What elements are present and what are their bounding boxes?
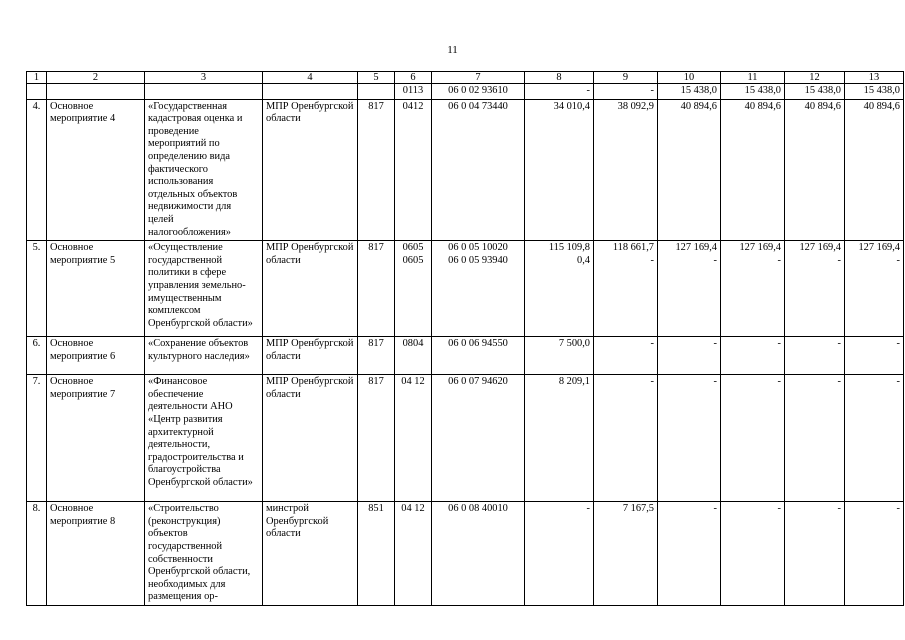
rzpr-cell [395,337,432,375]
cell-value: 06 0 06 94550 [448,338,508,350]
cell-value: - [777,376,781,388]
cell-value: - [650,85,654,96]
column-number: 5 [358,72,395,84]
row-number-cell [27,84,47,100]
grbs-cell [358,84,395,100]
amount-cell [658,241,721,337]
amount-cell [721,337,785,375]
cell-value: - [837,254,841,266]
amount-cell [721,241,785,337]
cell-value: 127 169,4 [675,242,717,254]
csr-cell [432,375,525,502]
rzpr-cell [395,375,432,502]
cell-value: 06 0 08 40010 [448,503,508,515]
cell-value: 127 169,4 [799,242,841,254]
amount-cell [721,84,785,100]
cell-value: 04 12 [401,376,425,388]
amount-cell [845,84,904,100]
row-number-cell: 4. [27,99,47,241]
amount-cell [721,99,785,241]
cell-value: 7 167,5 [622,503,654,515]
column-number: 12 [785,72,845,84]
amount-cell [845,337,904,375]
measure-cell: Основное мероприятие 7 [47,375,145,502]
name-cell: «Осуществление государственной политики в сфере управления земельно-имущественным комплексом Оренбургской области» [145,241,263,337]
csr-cell [432,84,525,100]
amount-cell [845,502,904,606]
amount-cell [525,99,594,241]
table-row [27,241,904,337]
executor-cell: МПР Оренбургской области [263,99,358,241]
column-number: 13 [845,72,904,84]
name-cell: «Строительство (реконструкция) объектов государственной собственности Оренбургской области, необходимых для размещения ор- [145,502,263,606]
grbs-cell: 851 [358,502,395,606]
grbs-cell: 817 [358,241,395,337]
column-number: 11 [721,72,785,84]
column-number: 6 [395,72,432,84]
cell-value: - [837,338,841,350]
amount-cell [525,375,594,502]
column-number: 7 [432,72,525,84]
amount-cell [785,375,845,502]
name-cell: «Финансовое обеспечение деятельности АНО «Центр развития архитектурной деятельности, градостроительства и благоустройства Оренбургской области» [145,375,263,502]
program-table [26,71,904,606]
amount-cell [594,241,658,337]
amount-cell [658,99,721,241]
cell-value: - [713,338,717,350]
cell-value: - [650,376,654,388]
grbs-cell: 817 [358,375,395,502]
measure-cell: Основное мероприятие 6 [47,337,145,375]
cell-value: 40 894,6 [744,100,781,112]
row-number-cell: 5. [27,241,47,337]
csr-cell [432,502,525,606]
rzpr-cell [395,84,432,100]
amount-cell [658,84,721,100]
amount-cell [785,241,845,337]
amount-cell [594,337,658,375]
cell-value: - [713,254,717,266]
table-row [27,375,904,502]
cell-value: - [896,338,900,350]
rzpr-cell [395,502,432,606]
row-number-cell: 6. [27,337,47,375]
name-cell [145,84,263,100]
amount-cell [594,99,658,241]
executor-cell: МПР Оренбургской области [263,375,358,502]
amount-cell [845,241,904,337]
table-row [27,502,904,606]
cell-value: - [896,503,900,515]
amount-cell [525,337,594,375]
cell-value: - [777,503,781,515]
cell-value: - [586,85,590,96]
cell-value: - [713,503,717,515]
amount-cell [845,375,904,502]
rzpr-cell [395,99,432,241]
table-row [27,84,904,100]
cell-value: 15 438,0 [804,85,841,96]
amount-cell [785,337,845,375]
column-number-row [27,72,904,84]
cell-value: 06 0 07 94620 [448,376,508,388]
amount-cell [785,99,845,241]
cell-value: 40 894,6 [863,100,900,112]
amount-cell [594,502,658,606]
cell-value: 15 438,0 [680,85,717,96]
cell-value: 0,4 [577,254,590,266]
column-number: 8 [525,72,594,84]
cell-value: - [777,338,781,350]
column-number: 2 [47,72,145,84]
amount-cell [658,502,721,606]
cell-value: 0804 [402,338,424,350]
amount-cell [658,375,721,502]
csr-cell [432,241,525,337]
grbs-cell: 817 [358,99,395,241]
executor-cell: минстрой Оренбургской области [263,502,358,606]
cell-value: - [896,254,900,266]
cell-value: 04 12 [401,503,425,515]
cell-value: 15 438,0 [744,85,781,96]
amount-cell [658,337,721,375]
cell-value: - [650,338,654,350]
column-number: 10 [658,72,721,84]
measure-cell: Основное мероприятие 8 [47,502,145,606]
csr-cell [432,337,525,375]
amount-cell [525,502,594,606]
column-number: 3 [145,72,263,84]
table-row [27,337,904,375]
cell-value: 06 0 02 93610 [448,85,508,96]
amount-cell [721,502,785,606]
executor-cell: МПР Оренбургской области [263,337,358,375]
cell-value: 15 438,0 [863,85,900,96]
cell-value: 0412 [402,100,424,112]
amount-cell [845,99,904,241]
cell-value: - [650,254,654,266]
grbs-cell: 817 [358,337,395,375]
cell-value: - [713,376,717,388]
cell-value: 0605 [402,254,424,266]
page-number: 11 [447,44,458,56]
table-row [27,99,904,241]
amount-cell [785,502,845,606]
cell-value: 06 0 04 73440 [448,100,508,112]
cell-value: 06 0 05 93940 [448,254,508,266]
cell-value: 8 209,1 [558,376,590,388]
cell-value: 0605 [402,242,424,254]
rzpr-cell [395,241,432,337]
cell-value: 06 0 05 10020 [448,242,508,254]
executor-cell: МПР Оренбургской области [263,241,358,337]
cell-value: 115 109,8 [548,242,590,254]
cell-value: 0113 [402,85,424,96]
cell-value: - [837,503,841,515]
column-number: 4 [263,72,358,84]
amount-cell [525,241,594,337]
name-cell: «Государственная кадастровая оценка и проведение мероприятий по определению вида фактического использования отдельных объектов недвижимости для целей налогообложения» [145,99,263,241]
column-number: 1 [27,72,47,84]
cell-value: - [837,376,841,388]
cell-value: - [896,376,900,388]
executor-cell [263,84,358,100]
amount-cell [594,375,658,502]
amount-cell [785,84,845,100]
cell-value: - [586,503,590,515]
cell-value: 127 169,4 [858,242,900,254]
cell-value: - [777,254,781,266]
cell-value: 40 894,6 [680,100,717,112]
cell-value: 38 092,9 [617,100,654,112]
amount-cell [721,375,785,502]
measure-cell: Основное мероприятие 5 [47,241,145,337]
measure-cell [47,84,145,100]
cell-value: 7 500,0 [558,338,590,350]
name-cell: «Сохранение объектов культурного наследия» [145,337,263,375]
column-number: 9 [594,72,658,84]
row-number-cell: 8. [27,502,47,606]
cell-value: 40 894,6 [804,100,841,112]
row-number-cell: 7. [27,375,47,502]
amount-cell [525,84,594,100]
amount-cell [594,84,658,100]
cell-value: 34 010,4 [553,100,590,112]
csr-cell [432,99,525,241]
cell-value: 127 169,4 [739,242,781,254]
cell-value: 118 661,7 [612,242,654,254]
measure-cell: Основное мероприятие 4 [47,99,145,241]
